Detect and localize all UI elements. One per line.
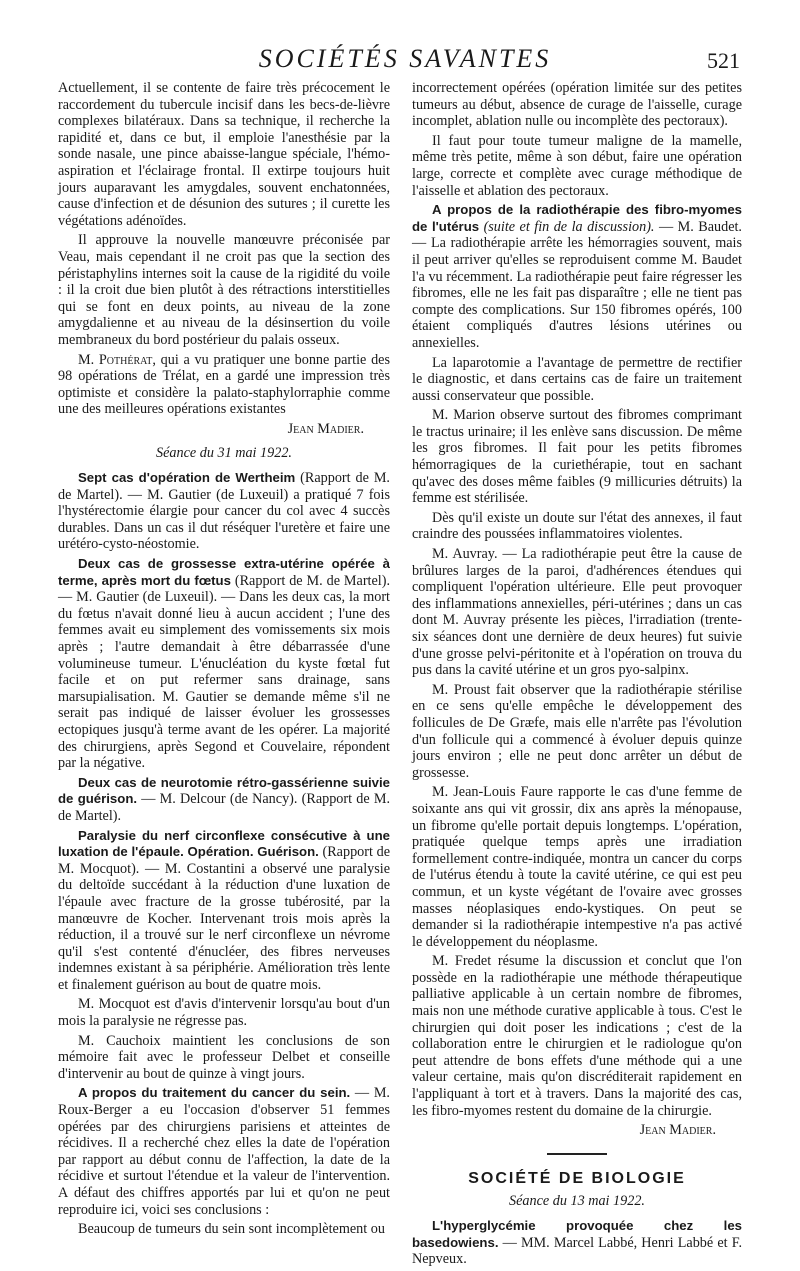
author-name: M. Pothérat, <box>78 351 156 368</box>
paragraph <box>58 470 390 553</box>
paragraph: M. Marion observe surtout des fibromes comprimant le tractus urinaire; il les enlève sans discussion. De même les gros fibromes. Il fait pour les petits fibromes hémorragiques de la curiethérapie, tout en sachant qu'avec des doses même faibles (9 millicuries détruits) la femme est stérilisée. <box>412 407 742 507</box>
left-column <box>58 80 390 1241</box>
running-title: SOCIÉTÉS SAVANTES <box>258 44 552 73</box>
paragraph: Il approuve la nouvelle manœuvre préconisée par Veau, mais cependant il ne croit pas que la section des péristaphylins internes soit la cause de la rigidité du voile : il la croit due bien plutôt à des rétractions interstitielles qui se font en deux points, au niveau de la zone amygdalienne et au niveau de la désinsertion du voile membraneux du bord postérieur du palais osseux. <box>58 232 390 348</box>
paragraph <box>58 352 390 418</box>
section-heading: L'hyperglycémie provoquée chez les basedowiens. <box>412 1218 742 1250</box>
right-column <box>412 80 742 1271</box>
paragraph <box>58 828 390 994</box>
section-heading: Deux cas de neurotomie rétro-gassérienne suivie de guérison. <box>58 774 390 807</box>
signature: Jean Madier. <box>639 1122 716 1139</box>
paragraph-text: — M. Baudet. — La radiothérapie arrête les hémorragies souvent, mais il peut arriver qu'elles se reproduisent comme M. Baudet l'a vu récemment. La radiothérapie peut faire régresser les fibromes, elle ne les fait pas disparaître ; elle ne tient pas compte des complications. Sur 150 fibromes opérés, 100 étaient compliqués d'autres lésions utérines ou annexielles. <box>412 218 742 351</box>
section-divider <box>547 1153 607 1155</box>
paragraph <box>58 775 390 825</box>
section-note: (suite et fin de la discussion). <box>479 218 655 235</box>
section-heading: Paralysie du nerf circonflexe consécutive à une luxation de l'épaule. Opération. Guérison. <box>58 827 390 860</box>
paragraph <box>58 556 390 772</box>
paragraph: M. Mocquot est d'avis d'intervenir lorsqu'au bout d'un mois la paralysie ne régresse pas. <box>58 996 390 1030</box>
paragraph: Actuellement, il se contente de faire très précocement le raccordement du tubercule incisif dans les becs-de-lièvre complexes bilatéraux. Dans sa technique, il recherche la rapidité et, dans ce but, il emploie l'anesthésie par la sonde nasale, une pince abaisse-langue spéciale, l'hémo-aspiration et l'éclairage frontal. Il extirpe toujours huit jours auparavant les amygdales, souvent enchatonnées, cause d'infection et de désunion des sutures ; il curette les végétations adénoïdes. <box>58 80 390 229</box>
paragraph-text: (Rapport de M. de Martel). — M. Gautier (de Luxeuil) a pratiqué 7 fois l'hystérectomie élargie pour cancer du col avec 4 succès durables. Dans un cas il dut réséquer l'uretère et faire une urétéro-cysto-néostomie. <box>58 470 390 553</box>
paragraph-text: qui a vu pratiquer une bonne partie des 98 opérations de Trélat, en a gardé une impression très optimiste et considère la palato-staphylorraphie comme une des meilleures opérations existantes <box>58 351 390 418</box>
section-heading: Deux cas de grossesse extra-utérine opérée à terme, après mort du fœtus <box>58 556 390 588</box>
signature: Jean Madier. <box>287 420 364 437</box>
paragraph: Il faut pour toute tumeur maligne de la mamelle, même très petite, même à son début, faire une opération large, correcte et complète avec curage méthodique de l'aisselle et ablation des pectoraux. <box>412 132 742 199</box>
paragraph: M. Jean-Louis Faure rapporte le cas d'une femme de soixante ans qui vit grossir, dix ans après la ménopause, un fibrome qu'elle portait depuis longtemps. L'opération, pratiquée quelque temps après une irradiation formellement contre-indiquée, montra un cancer du corps de l'utérus étendu à toute la cavité utérine, ce qui est peu commun, et un kyste végétant de l'ovaire avec grosses masses néoplasiques endo-kystiques. On peut se demander si la radiothérapie intempestive n'a pas activé le développement du néoplasme. <box>412 784 742 950</box>
section-heading: Sept cas d'opération de Wertheim <box>78 470 296 486</box>
paragraph: La laparotomie a l'avantage de permettre de rectifier le diagnostic, et dans certains cas de faire un traitement aussi conservateur que possible. <box>412 354 742 404</box>
paragraph: M. Auvray. — La radiothérapie peut être la cause de brûlures larges de la paroi, d'adhérences étendues qui compliquent l'opération ultérieure. Elle peut provoquer des inflammations annexielles, péri-utérines ; dans un cas dont M. Auvray présente les pièces, l'irradiation (trente-six séances dont une dernière de deux heures) fut suivie d'une grosse pelvi-péritonite et à l'opération on trouva du pus dans la cavité utérine et un gros pyo-salpinx. <box>412 546 742 679</box>
paragraph <box>412 1218 742 1268</box>
page-header <box>0 44 800 76</box>
society-heading: SOCIÉTÉ DE BIOLOGIE <box>468 1169 686 1187</box>
paragraph: Beaucoup de tumeurs du sein sont incomplètement ou <box>78 1221 385 1238</box>
session-date: Séance du 31 mai 1922. <box>156 445 292 462</box>
paragraph <box>412 202 742 351</box>
paragraph-text: — M. Roux-Berger a eu l'occasion d'observer 51 femmes opérées par des chirurgiens parisiens et atteintes de récidives. Il a recherché chez elles la date de l'opération par rapport au début connu de l'affection, la date de la récidive et surtout l'étendue et la valeur de l'intervention. A défaut des chiffres apportés par lui et qu'on ne peut reproduire ici, voici ses conclusions : <box>58 1085 390 1218</box>
paragraph-text: (Rapport de M. Mocquot). — M. Costantini a observé une paralysie du deltoïde succédant à la réduction d'une luxation de l'épaule avec fracture de la grosse tubérosité, par la manœuvre de Kocher. Intervenant trois mois après la réduction, il a trouvé sur le nerf circonflexe un névrome qu'il s'est contenté d'énucléer, des fibres nerveuses indemnes existant à sa périphérie. Amélioration très lente et finalement guérison au bout de quatre mois. <box>58 844 390 993</box>
paragraph: Dès qu'il existe un doute sur l'état des annexes, il faut craindre des poussées inflammatoires violentes. <box>412 509 742 543</box>
paragraph: M. Cauchoix maintient les conclusions de son mémoire fait avec le professeur Delbet et conseille d'intervenir au bout de quinze à vingt jours. <box>58 1032 390 1082</box>
paragraph: incorrectement opérées (opération limitée sur des petites tumeurs au début, absence de curage de l'aisselle, curage incomplet, ablation nulle ou incomplète des pectoraux). <box>412 80 742 130</box>
paragraph-text: (Rapport de M. de Martel). — M. Gautier (de Luxeuil). — Dans les deux cas, la mort du fœtus n'avait donné lieu à aucun accident ; l'une des femmes avait eu simplement des vomissements six mois après ; l'autre demandait à être débarrassée d'une volumineuse tumeur. L'énucléation du kyste fœtal fut facile et on put refermer sans drainage, sans marsupialisation. M. Gautier se demande même s'il ne serait pas indiqué de laisser évoluer les grossesses ectopiques jusqu'à terme avant de les opérer. La majorité des chirurgiens, après Segond et Couvelaire, répondent par la négative. <box>58 572 391 772</box>
section-heading: A propos du traitement du cancer du sein. <box>78 1085 351 1101</box>
paragraph: M. Fredet résume la discussion et conclut que l'on possède en la radiothérapie une méthode thérapeutique palliative applicable à un certain nombre de fibromes, mais non une méthode curative applicable à tous. C'est le chirurgien qui doit poser les indications ; c'est de la collaboration entre le chirurgien et le radiologue qu'on peut attendre de bons effets d'une méthode qui a une valeur certaine, mais qu'on discréditerait rapidement en l'appliquant à tort et à travers. Dans la majorité des cas, les fibro-myomes restent du domaine de la chirurgie. <box>412 953 742 1119</box>
page-number: 521 <box>707 48 740 73</box>
session-date: Séance du 13 mai 1922. <box>509 1193 645 1210</box>
paragraph <box>58 1085 390 1218</box>
paragraph: M. Proust fait observer que la radiothérapie stérilise en ce sens qu'elle empêche le développement des follicules de De Græfe, mais elle n'arrête pas l'évolution d'un follicule qui a commencé à évoluer depuis quinze jours environ ; elle ne peut donc arrêter un début de grossesse. <box>412 681 742 781</box>
paragraph-text: — MM. Marcel Labbé, Henri Labbé et F. Nepveux. <box>412 1234 742 1268</box>
paragraph-text: — M. Delcour (de Nancy). (Rapport de M. de Martel). <box>58 791 390 824</box>
section-heading: A propos de la radiothérapie des fibro-myomes de l'utérus <box>412 202 742 234</box>
